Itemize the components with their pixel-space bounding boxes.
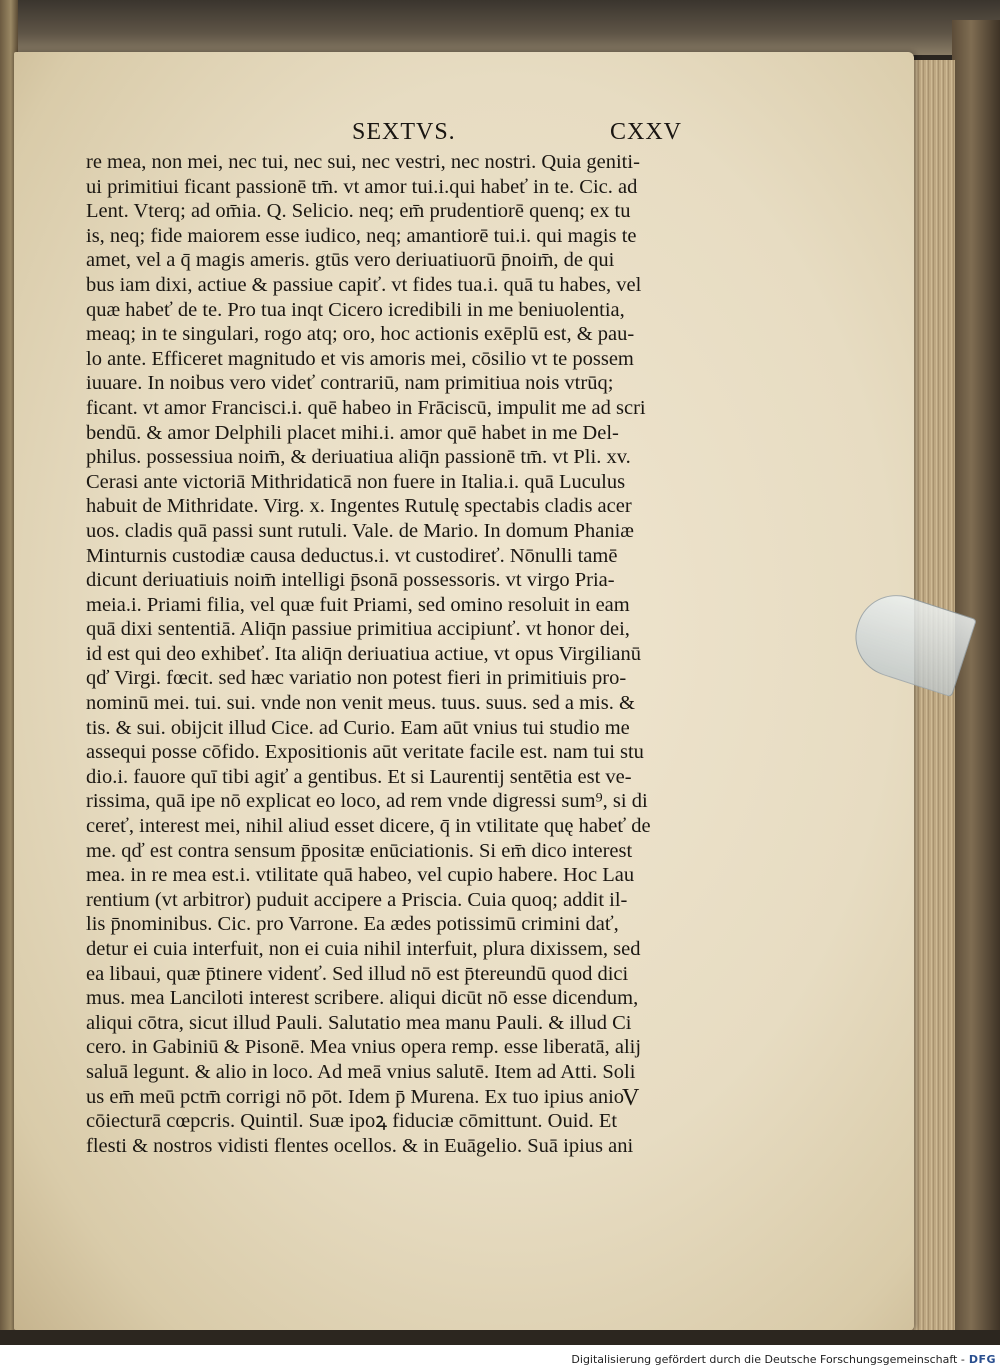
text-line: dio.i. fauore quī tibi agiť a gentibus. Et si Laurentij sentētia est ve- [86, 765, 632, 788]
text-line: quæ habeť de te. Pro tua inqt Cicero icredibili in me beniuolentia, [86, 298, 625, 321]
text-line: nominū mei. tui. sui. vnde non venit meus. tuus. suus. sed a mis. & [86, 692, 635, 715]
text-line: uos. cladis quā passi sunt rutuli. Vale. de Mario. In domum Phaniæ [86, 519, 634, 542]
text-line: amet, vel a q̄ magis ameris. gtūs vero deriuatiuorū p̄noim̄, de qui [86, 249, 615, 272]
text-line: re mea, non mei, nec tui, nec sui, nec vestri, nec nostri. Quia geniti- [86, 151, 640, 173]
scan-footer [571, 1350, 996, 1368]
page-body-text [86, 150, 726, 1158]
text-line: lo ante. Efficeret magnitudo et vis amoris mei, cōsilio vt te possem [86, 347, 634, 370]
text-line: bus iam dixi, actiue & passiue capiť. vt fides tua.i. quā tu habes, vel [86, 273, 642, 296]
text-line: assequi posse cōfido. Expositionis aūt veritate facile est. nam tui stu [86, 741, 644, 764]
text-line: tis. & sui. obijcit illud Cice. ad Curio. Eam aūt vnius tui studio me [86, 716, 630, 739]
page-header [352, 119, 682, 149]
text-line: aliqui cōtra, sicut illud Pauli. Salutatio mea manu Pauli. & illud Ci [86, 1011, 632, 1034]
text-line: qď Virgi. fœcit. sed hæc variatio non potest fieri in primitiuis pro- [86, 667, 627, 690]
text-line: mea. in re mea est.i. vtilitate quā habeo, vel cupio habere. Hoc Lau [86, 864, 635, 887]
text-line: cero. in Gabiniū & Pisonē. Mea vnius opera remp. esse liberatā, alij [86, 1036, 642, 1059]
text-line: cōiecturā cœpcris. Quintil. Suæ ipoꝝ fiduciæ cōmittunt. Ouid. Et [86, 1110, 618, 1133]
text-line: dicunt deriuatiuis noim̄ intelligi p̄sonā possessoris. vt virgo Pria- [86, 569, 615, 592]
text-line: saluā legunt. & alio in loco. Ad meā vnius salutē. Item ad Atti. Soli [86, 1060, 636, 1083]
text-line: detur ei cuia interfuit, non ei cuia nihil interfuit, plura dixissem, sed [86, 938, 641, 960]
text-line: is, neq; fide maiorem esse iudico, neq; amantiorē tui.i. qui magis te [86, 224, 637, 247]
funding-credit: Digitalisierung gefördert durch die Deutsche Forschungsgemeinschaft - [571, 1352, 965, 1366]
text-line: us em̄ meū pctm̄ corrigi nō pōt. Idem p̄ Murena. Ex tuo ipius anio [86, 1085, 625, 1108]
text-line: rentium (vt arbitror) puduit accipere a Priscia. Cuia quoq; addit il- [86, 888, 628, 911]
text-line: ui primitiui ficant passionē tm̄. vt amor tui.i.qui habeť in te. Cic. ad [86, 175, 638, 198]
text-line: rissima, quā ipe nō explicat eo loco, ad rem vnde digressi sum⁹, si di [86, 790, 648, 813]
text-line: quā dixi sententiā. Aliq̄n passiue primitiua accipiunť. vt honor dei, [86, 618, 630, 641]
text-line: ficant. vt amor Francisci.i. quē habeo in Frāciscū, impulit me ad scri [86, 396, 646, 419]
text-line: id est qui deo exhibeť. Ita aliq̄n deriuatiua actiue, vt opus Virgilianū [86, 642, 642, 665]
folio-number: CXXV [609, 119, 682, 145]
dfg-logo-icon: DFG [968, 1352, 996, 1366]
text-line: mus. mea Lanciloti interest scribere. aliqui dicūt nō esse dicendum, [86, 987, 639, 1010]
text-line: habuit de Mithridate. Virg. x. Ingentes Rutulę spectabis cladis acer [86, 495, 632, 518]
book-top-edge [0, 0, 1000, 55]
text-line: flesti & nostros vidisti flentes ocellos. & in Euāgelio. Suā ipius ani [86, 1134, 634, 1157]
text-line: bendū. & amor Delphili placet mihi.i. amor quē habet in me Del- [86, 421, 619, 444]
text-line: Cerasi ante victoriā Mithridaticā non fuere in Italia.i. quā Luculus [86, 470, 626, 493]
text-line: lis p̄nominibus. Cic. pro Varrone. Ea ædes potissimū crimini dať, [86, 913, 619, 936]
text-line: meia.i. Priami filia, vel quæ fuit Priami, sed omino resoluit in eam [86, 593, 630, 616]
text-line: philus. possessiua noim̄, & deriuatiua aliq̄n passionē tm̄. vt Pli. xv. [86, 446, 631, 469]
scan-bottom-strip [0, 1330, 1000, 1345]
running-head: SEXTVS. [352, 119, 456, 145]
text-line: Lent. Vterq; ad om̄ia. Q. Selicio. neq; em̄ prudentiorē quenq; ex tu [86, 200, 631, 223]
text-line: cereť, interest mei, nihil aliud esset dicere, q̄ in vtilitate quę habeť de [86, 815, 651, 838]
text-line: me. qď est contra sensum p̄positæ enūciationis. Si em̄ dico interest [86, 839, 633, 862]
text-line: meaq; in te singulari, rogo atq; oro, hoc actionis exēplū est, & pau- [86, 323, 635, 346]
text-line: ea libaui, quæ p̄tinere videnť. Sed illud nō est p̄tereundū quod dici [86, 962, 629, 985]
text-line: Minturnis custodiæ causa deductus.i. vt custodireť. Nōnulli tamē [86, 544, 618, 567]
signature-mark: V [622, 1085, 640, 1111]
book-cover-edge [952, 20, 1000, 1345]
text-line: iuuare. In noibus vero videť contrariū, nam primitiua nois vtrūq; [86, 372, 614, 395]
